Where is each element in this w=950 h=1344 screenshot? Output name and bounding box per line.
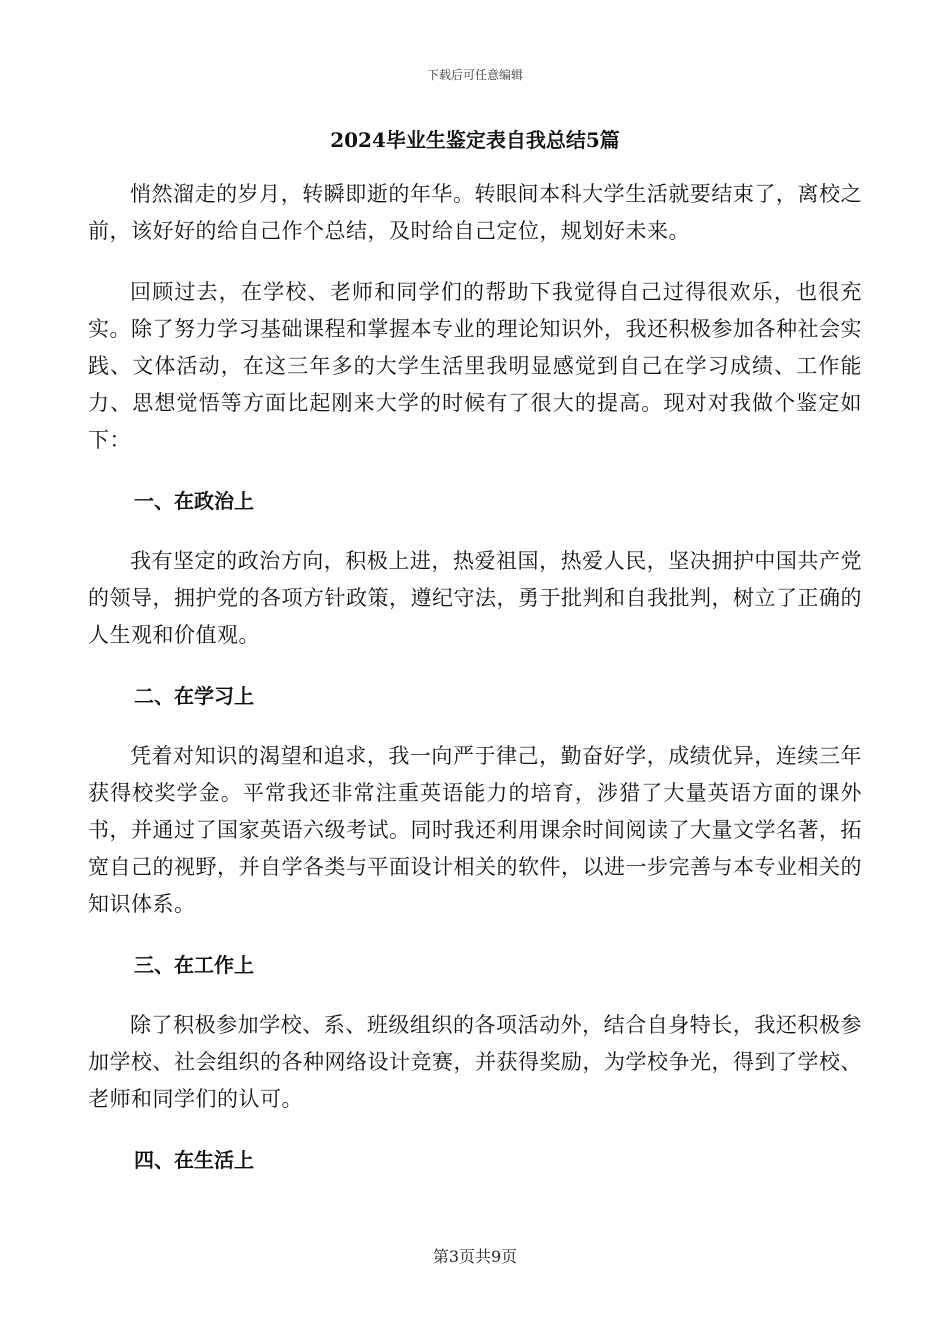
- section-body-study: 凭着对知识的渴望和追求，我一向严于律己，勤奋好学，成绩优异，连续三年获得校奖学金。平常我还非常注重英语能力的培育，涉猎了大量英语方面的课外书，并通过了国家英语六级考试。同时我还利用课余时间阅读了大量文学名著，拓宽自己的视野，并自学各类与平面设计相关的软件，以进一步完善与本专业相关的知识体系。: [88, 744, 862, 916]
- section-body-politics: 我有坚定的政治方向，积极上进，热爱祖国，热爱人民，坚决拥护中国共产党的领导，拥护党的各项方针政策，遵纪守法，勇于批判和自我批判，树立了正确的人生观和价值观。: [88, 549, 862, 647]
- section-heading-life: 四、在生活上: [134, 1148, 254, 1172]
- section-body-work: 除了积极参加学校、系、班级组织的各项活动外，结合自身特长，我还积极参加学校、社会组织的各种网络设计竞赛，并获得奖励，为学校争光，得到了学校、老师和同学们的认可。: [88, 1013, 862, 1111]
- section-heading-study: 二、在学习上: [134, 684, 254, 708]
- intro-paragraph-1: 悄然溜走的岁月，转瞬即逝的年华。转眼间本科大学生活就要结束了，离校之前，该好好的给自己作个总结，及时给自己定位，规划好未来。: [88, 182, 862, 243]
- document-body: [88, 176, 862, 1202]
- header-note: 下载后可任意编辑: [426, 68, 523, 82]
- intro-paragraph-2: 回顾过去，在学校、老师和同学们的帮助下我觉得自己过得很欢乐，也很充实。除了努力学习基础课程和掌握本专业的理论知识外，我还积极参加各种社会实践、文体活动，在这三年多的大学生活里我明显感觉到自己在学习成绩、工作能力、思想觉悟等方面比起刚来大学的时候有了很大的提高。现对对我做个鉴定如下：: [88, 280, 862, 452]
- document-title: 2024毕业生鉴定表自我总结5篇: [330, 128, 620, 152]
- section-heading-politics: 一、在政治上: [134, 489, 254, 513]
- section-heading-work: 三、在工作上: [134, 953, 254, 977]
- page-indicator: 第3页共9页: [432, 1247, 518, 1266]
